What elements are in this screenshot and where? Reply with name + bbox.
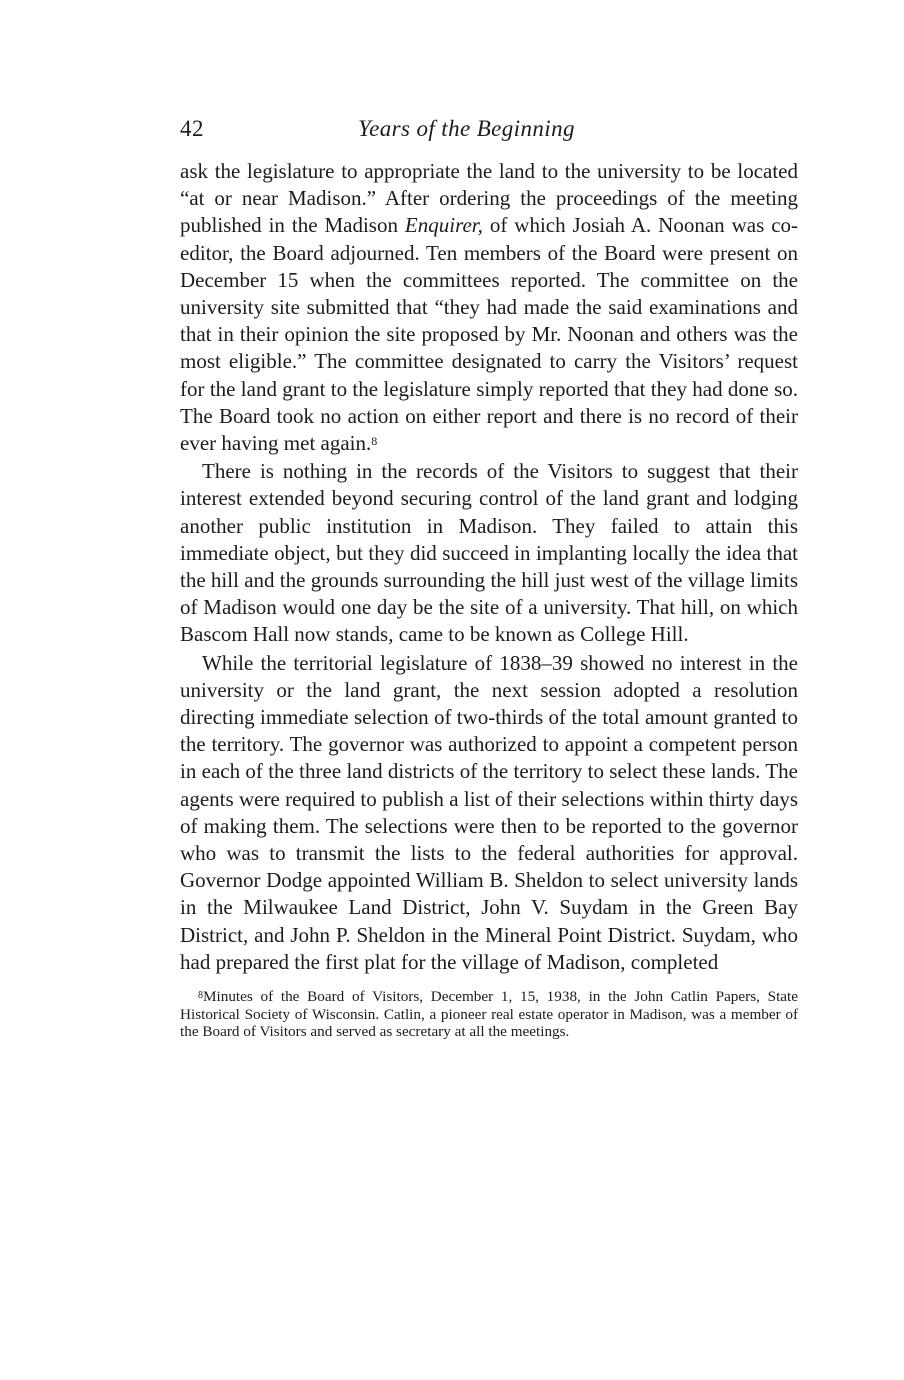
footnote xyxy=(180,988,798,1040)
footnote-reference[interactable]: 8 xyxy=(371,434,378,449)
book-page xyxy=(180,112,798,1040)
running-head xyxy=(180,112,798,146)
paragraph-1-text-b: of which Josiah A. Noonan was co-editor, the Board adjourned. Ten members of the Board were present on December 15 when the committees reported. The committee on the university site submitted that “they had made the said examinations and that in their opinion the site proposed by Mr. Noonan and others was the most eligible.” The committee designated to carry the Visitors’ request for the land grant to the legislature simply reported that they had done so. The Board took no action on either report and there is no record of their ever having met again. xyxy=(180,213,799,456)
page-number: 42 xyxy=(180,116,204,141)
body-text xyxy=(180,158,798,976)
paragraph-2: There is nothing in the records of the Visitors to suggest that their interest extended beyond securing control of the land grant and lodging another public institution in Madison. They failed to attain this immediate object, but they did succeed in implanting locally the idea that the hill and the grounds surrounding the hill just west of the village limits of Madison would one day be the site of a university. That hill, on which Bascom Hall now stands, came to be known as College Hill. xyxy=(180,459,798,647)
footnote-marker: 8 xyxy=(198,990,203,1002)
footnote-text: Minutes of the Board of Visitors, December 1, 15, 1938, in the John Catlin Papers, State Historical Society of Wisconsin. Catlin, a pioneer real estate operator in Madison, was a member of the Board of Visitors and served as secretary at all the meetings. xyxy=(180,988,798,1040)
newspaper-title: Enquirer, xyxy=(404,213,483,238)
paragraph-1-text-a: ask the legislature to appropriate the land to the university to be located “at or near Madison.” After ordering the proceedings of the meeting published in the Madison xyxy=(180,159,798,238)
running-title: Years of the Beginning xyxy=(358,116,575,141)
paragraph-1 xyxy=(180,158,798,457)
paragraph-3: While the territorial legislature of 1838–39 showed no interest in the university or the land grant, the next session adopted a resolution directing immediate selection of two-thirds of the total amount granted to the territory. The governor was authorized to appoint a competent person in each of the three land districts of the territory to select these lands. The agents were required to publish a list of their selections within thirty days of making them. The selections were then to be reported to the governor who was to transmit the lists to the federal authorities for approval. Governor Dodge appointed William B. Sheldon to select university lands in the Milwaukee Land District, John V. Suydam in the Green Bay District, and John P. Sheldon in the Mineral Point District. Suydam, who had prepared the first plat for the village of Madison, completed xyxy=(180,650,798,974)
